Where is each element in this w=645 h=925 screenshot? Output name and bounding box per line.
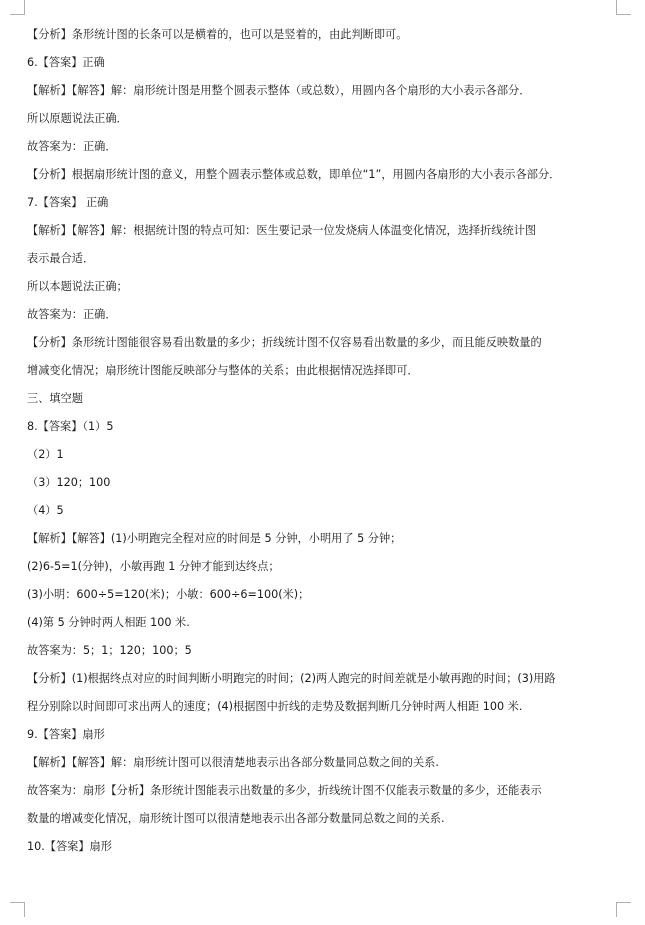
text-line: 【分析】条形统计图的长条可以是横着的，也可以是竖着的，由此判断即可。 <box>27 28 408 41</box>
answer-heading-6: 6.【答案】正确 <box>27 56 105 69</box>
text-line: 【分析】条形统计图能很容易看出数量的多少；折线统计图不仅容易看出数量的多少，而且能反映数量的 <box>27 336 542 349</box>
text-line: (4)第 5 分钟时两人相距 100 米. <box>27 616 190 629</box>
crop-mark-top-right <box>616 0 631 15</box>
text-line: (3)小明：600÷5=120(米)；小敏：600÷6=100(米)； <box>27 588 310 601</box>
text-line: （3）120；100 <box>27 476 111 489</box>
text-line: (2)6-5=1(分钟)，小敏再跑 1 分钟才能到达终点； <box>27 560 280 573</box>
crop-mark-bottom-left <box>10 902 25 917</box>
text-line: 故答案为：正确． <box>27 140 117 153</box>
text-line: （2）1 <box>27 448 64 461</box>
text-line: 数量的增减变化情况，扇形统计图可以很清楚地表示出各部分数量同总数之间的关系. <box>27 812 445 825</box>
text-line: 表示最合适． <box>27 252 95 265</box>
crop-mark-bottom-right <box>616 902 631 917</box>
text-line: 【解析】【解答】(1)小明跑完全程对应的时间是 5 分钟，小明用了 5 分钟； <box>27 532 402 545</box>
answer-heading-8: 8.【答案】（1）5 <box>27 420 114 433</box>
text-line: 所以原题说法正确． <box>27 112 128 125</box>
document-body <box>27 21 617 861</box>
text-line: 故答案为：5；1；120；100；5 <box>27 644 192 657</box>
text-line: 故答案为：扇形【分析】条形统计图能表示出数量的多少，折线统计图不仅能表示数量的多少，还能表示 <box>27 784 542 797</box>
section-heading: 三、填空题 <box>27 392 83 405</box>
text-line: 程分别除以时间即可求出两人的速度；(4)根据图中折线的走势及数据判断几分钟时两人相距 100 米. <box>27 700 523 713</box>
text-line: 【解析】【解答】解：扇形统计图可以很清楚地表示出各部分数量同总数之间的关系. <box>27 756 439 769</box>
text-line: 【解析】【解答】解：扇形统计图是用整个圆表示整体（或总数），用圆内各个扇形的大小表示各部分． <box>27 84 531 97</box>
text-line: 故答案为：正确． <box>27 308 117 321</box>
answer-heading-10: 10.【答案】扇形 <box>27 840 112 853</box>
text-line: （4）5 <box>27 504 64 517</box>
crop-mark-top-left <box>10 0 25 15</box>
answer-heading-9: 9.【答案】扇形 <box>27 728 105 741</box>
text-line: 【分析】(1)根据终点对应的时间判断小明跑完的时间；(2)两人跑完的时间差就是小敏再跑的时间；(3)用路 <box>27 672 556 685</box>
text-line: 【分析】根据扇形统计图的意义，用整个圆表示整体或总数，即单位“1”，用圆内各扇形的大小表示各部分． <box>27 168 561 181</box>
answer-heading-7: 7.【答案】 正确 <box>27 196 109 209</box>
text-line: 【解析】【解答】解：根据统计图的特点可知：医生要记录一位发烧病人体温变化情况，选择折线统计图 <box>27 224 537 237</box>
text-line: 所以本题说法正确； <box>27 280 128 293</box>
text-line: 增减变化情况；扇形统计图能反映部分与整体的关系；由此根据情况选择即可． <box>27 364 419 377</box>
